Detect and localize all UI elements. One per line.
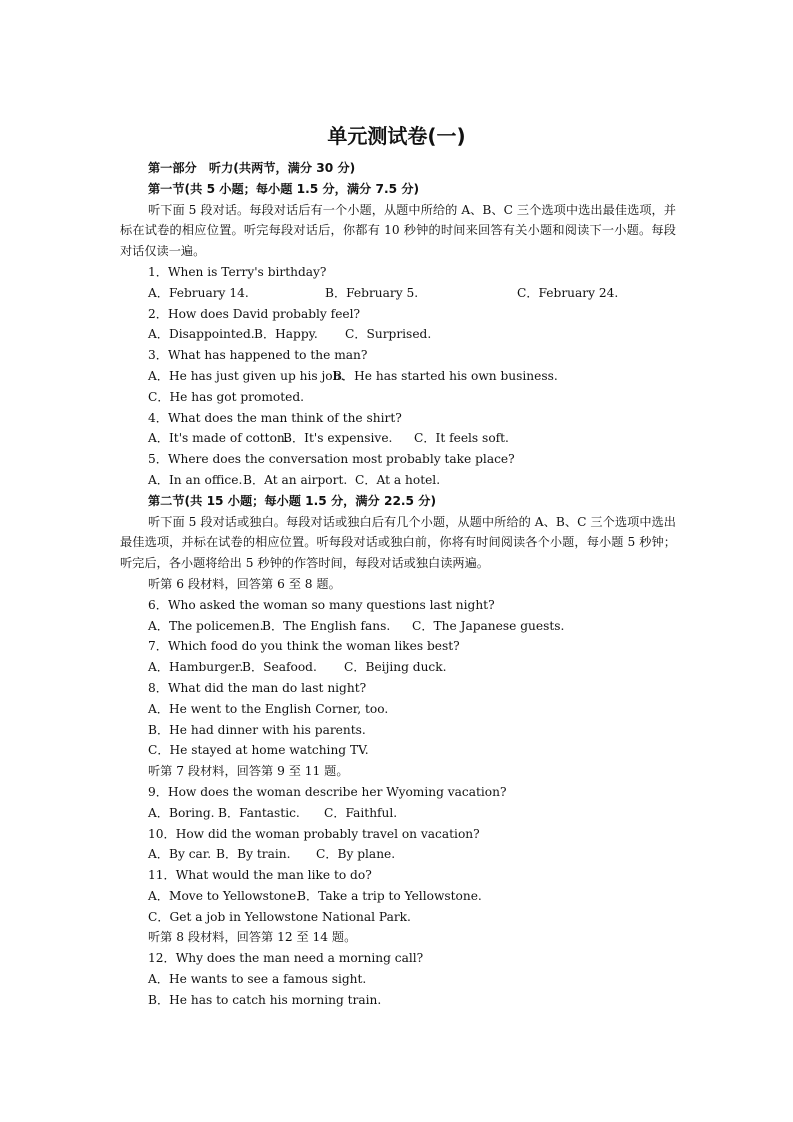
question-12: 12．Why does the man need a morning call?: [148, 951, 424, 966]
material-8-note: 听第 8 段材料，回答第 12 至 14 题。: [148, 930, 357, 945]
section2-instructions: 听下面 5 段对话或独白。每段对话或独白后有几个小题，从题中所给的 A、B、C 三个选项中选出最佳选项，并标在试卷的相应位置。听每段对话或独白前，你将有时间阅读各个小题，每小题 5 秒钟；听完后，各小题将给出 5 秒钟的作答时间，每段对话或独白读两遍。: [120, 514, 676, 571]
option-c: C．Faithful.: [324, 805, 398, 820]
option-c: C．It feels soft.: [414, 431, 509, 446]
question-3-options: [120, 366, 676, 387]
option-c: C．By plane.: [316, 847, 396, 862]
option-a: A．By car.: [148, 847, 212, 862]
option-a: A．February 14.: [148, 285, 249, 300]
option-c: C．February 24.: [517, 285, 619, 300]
option-a: A．In an office.: [148, 472, 243, 487]
question-11-options: [120, 886, 676, 907]
page-title: 单元测试卷(一): [327, 124, 466, 148]
option-a: A．He has just given up his job.: [148, 368, 345, 383]
option-b: B．February 5.: [325, 285, 419, 300]
option-b: B．At an airport.: [243, 472, 348, 487]
option-b: B．He has to catch his morning train.: [148, 992, 382, 1007]
option-c: C．He has got promoted.: [148, 389, 305, 404]
option-a: A．The policemen.: [148, 618, 264, 633]
option-b: B．The English fans.: [262, 618, 391, 633]
option-c: C．He stayed at home watching TV.: [148, 743, 369, 758]
option-a: A．He went to the English Corner, too.: [148, 701, 389, 716]
material-6-note: 听第 6 段材料，回答第 6 至 8 题。: [148, 576, 341, 591]
question-5-options: [120, 470, 676, 491]
question-9-options: [120, 803, 676, 824]
question-8: 8．What did the man do last night?: [148, 680, 367, 695]
option-a: A．Boring.: [148, 805, 215, 820]
option-c: C．Get a job in Yellowstone National Park.: [148, 909, 411, 924]
question-3: 3．What has happened to the man?: [148, 348, 368, 363]
option-a: A．Disappointed.: [148, 327, 255, 342]
question-6-options: [120, 616, 676, 637]
option-b: B．It's expensive.: [283, 431, 393, 446]
question-1: 1．When is Terry's birthday?: [148, 264, 327, 279]
question-2-options: [120, 324, 676, 345]
section1-instructions: 听下面 5 段对话。每段对话后有一个小题，从题中所给的 A、B、C 三个选项中选出最佳选项，并标在试卷的相应位置。听完每段对话后，你都有 10 秒钟的时间来回答有关小题和阅读下一小题。每段对话仅读一遍。: [120, 202, 676, 259]
section2-heading: 第二节(共 15 小题；每小题 1.5 分，满分 22.5 分): [148, 493, 437, 508]
question-1-options: [120, 283, 676, 304]
question-10: 10．How did the woman probably travel on vacation?: [148, 826, 480, 841]
section1-heading: 第一节(共 5 小题；每小题 1.5 分，满分 7.5 分): [148, 181, 420, 196]
question-9: 9．How does the woman describe her Wyoming vacation?: [148, 784, 507, 799]
question-2: 2．How does David probably feel?: [148, 306, 361, 321]
option-a: A．He wants to see a famous sight.: [148, 972, 367, 987]
question-7-options: [120, 657, 676, 678]
question-5: 5．Where does the conversation most probably take place?: [148, 452, 515, 467]
question-11: 11．What would the man like to do?: [148, 868, 372, 883]
material-7-note: 听第 7 段材料，回答第 9 至 11 题。: [148, 764, 349, 779]
option-b: B．He has started his own business.: [333, 368, 558, 383]
question-4: 4．What does the man think of the shirt?: [148, 410, 402, 425]
option-b: B．By train.: [216, 847, 291, 862]
exam-body: [120, 158, 676, 1011]
option-a: A．Hamburger.: [148, 660, 244, 675]
option-a: A．It's made of cotton.: [148, 431, 289, 446]
option-b: B．Seafood.: [242, 660, 317, 675]
option-b: B．He had dinner with his parents.: [148, 722, 366, 737]
question-7: 7．Which food do you think the woman likes best?: [148, 639, 460, 654]
option-b: B．Happy.: [254, 327, 318, 342]
option-b: B．Fantastic.: [218, 805, 300, 820]
part1-heading: 第一部分 听力(共两节，满分 30 分): [148, 161, 356, 175]
option-a: A．Move to Yellowstone.: [148, 888, 301, 903]
question-10-options: [120, 844, 676, 865]
option-b: B．Take a trip to Yellowstone.: [297, 888, 482, 903]
question-6: 6．Who asked the woman so many questions last night?: [148, 597, 495, 612]
option-c: C．The Japanese guests.: [412, 618, 565, 633]
option-c: C．At a hotel.: [355, 472, 441, 487]
question-4-options: [120, 428, 676, 449]
option-c: C．Surprised.: [345, 327, 432, 342]
option-c: C．Beijing duck.: [344, 660, 447, 675]
